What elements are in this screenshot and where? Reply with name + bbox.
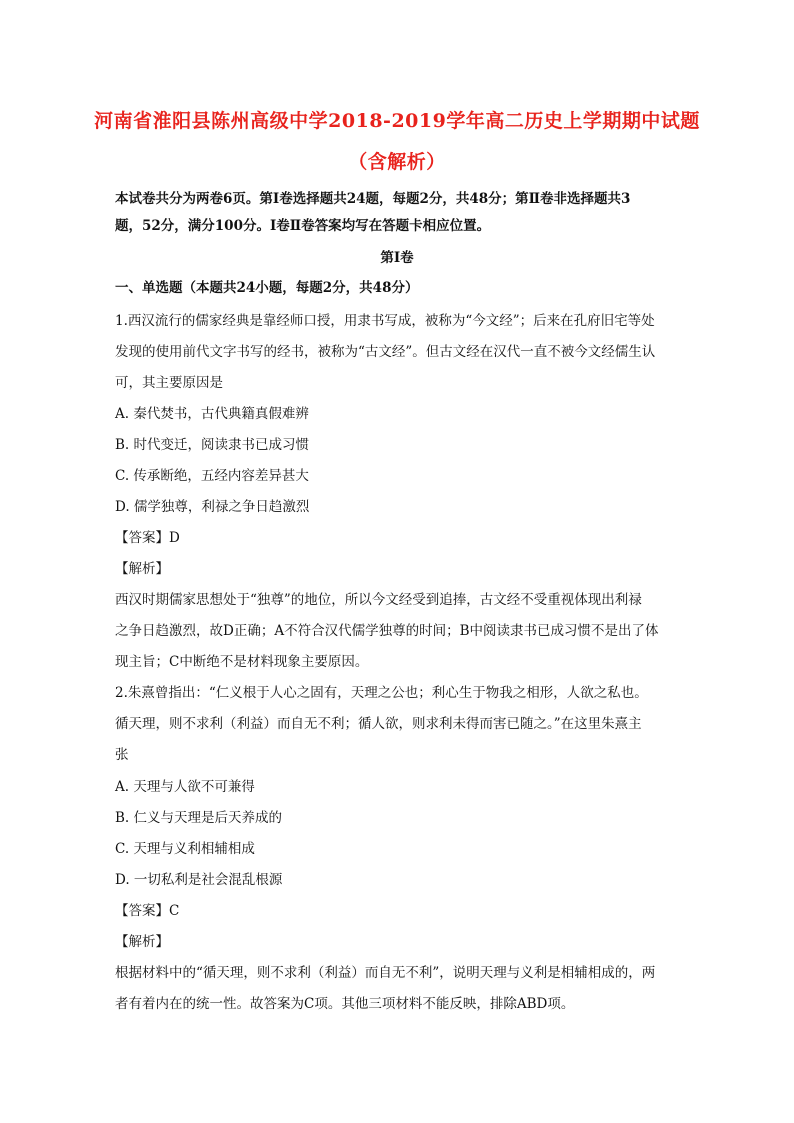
question-2-option-d: D. 一切私利是社会混乱根源 [115, 872, 283, 888]
question-1-answer: 【答案】D [115, 530, 180, 546]
question-2-analysis-label: 【解析】 [115, 934, 169, 950]
intro-line-1: 本试卷共分为两卷6页。第Ⅰ卷选择题共24题，每题2分，共48分；第Ⅱ卷非选择题共3 [115, 191, 631, 207]
document-title: 河南省淮阳县陈州高级中学2018-2019学年高二历史上学期期中试题 [94, 110, 700, 132]
question-1-analysis-line-1: 西汉时期儒家思想处于“独尊”的地位，所以今文经受到追捧，古文经不受重视体现出利禄 [115, 592, 642, 608]
section-heading: 第Ⅰ卷 [380, 250, 414, 266]
question-1-analysis-label: 【解析】 [115, 561, 169, 577]
question-2-stem-line-3: 张 [115, 747, 129, 763]
question-1-analysis-line-3: 现主旨；C中断绝不是材料现象主要原因。 [115, 654, 369, 670]
question-2-option-c: C. 天理与义利相辅相成 [115, 841, 255, 857]
question-2-option-b: B. 仁义与天理是后天养成的 [115, 810, 283, 826]
question-2-stem-line-1: 2.朱熹曾指出：“仁义根于人心之固有，天理之公也；利心生于物我之相形，人欲之私也。 [115, 685, 648, 701]
question-1-option-d: D. 儒学独尊，利禄之争日趋激烈 [115, 499, 310, 515]
question-1-option-c: C. 传承断绝，五经内容差异甚大 [115, 468, 309, 484]
question-2-option-a: A. 天理与人欲不可兼得 [115, 779, 255, 795]
question-2-answer: 【答案】C [115, 903, 180, 919]
question-1-stem-line-1: 1.西汉流行的儒家经典是靠经师口授，用隶书写成，被称为“今文经”；后来在孔府旧宅等处 [115, 313, 655, 329]
question-2-analysis-line-2: 者有着内在的统一性。故答案为C项。其他三项材料不能反映，排除ABD项。 [115, 996, 575, 1012]
question-1-stem-line-3: 可，其主要原因是 [115, 375, 223, 391]
document-subtitle: （含解析） [348, 151, 446, 173]
intro-line-2: 题，52分，满分100分。Ⅰ卷Ⅱ卷答案均写在答题卡相应位置。 [115, 218, 491, 234]
question-1-stem-line-2: 发现的使用前代文字书写的经书，被称为“古文经”。但古文经在汉代一直不被今文经儒生认 [115, 344, 656, 360]
question-1-option-b: B. 时代变迁，阅读隶书已成习惯 [115, 437, 310, 453]
question-2-analysis-line-1: 根据材料中的“循天理，则不求利（利益）而自无不利”，说明天理与义利是相辅相成的，两 [115, 965, 656, 981]
part-heading: 一、单选题（本题共24小题，每题2分，共48分） [115, 280, 419, 296]
question-1-option-a: A. 秦代焚书，古代典籍真假难辨 [115, 406, 309, 422]
question-2-stem-line-2: 循天理，则不求利（利益）而自无不利；循人欲，则求利未得而害已随之。”在这里朱熹主 [115, 716, 642, 732]
question-1-analysis-line-2: 之争日趋激烈，故D正确；A不符合汉代儒学独尊的时间；B中阅读隶书已成习惯不是出了体 [115, 623, 659, 639]
